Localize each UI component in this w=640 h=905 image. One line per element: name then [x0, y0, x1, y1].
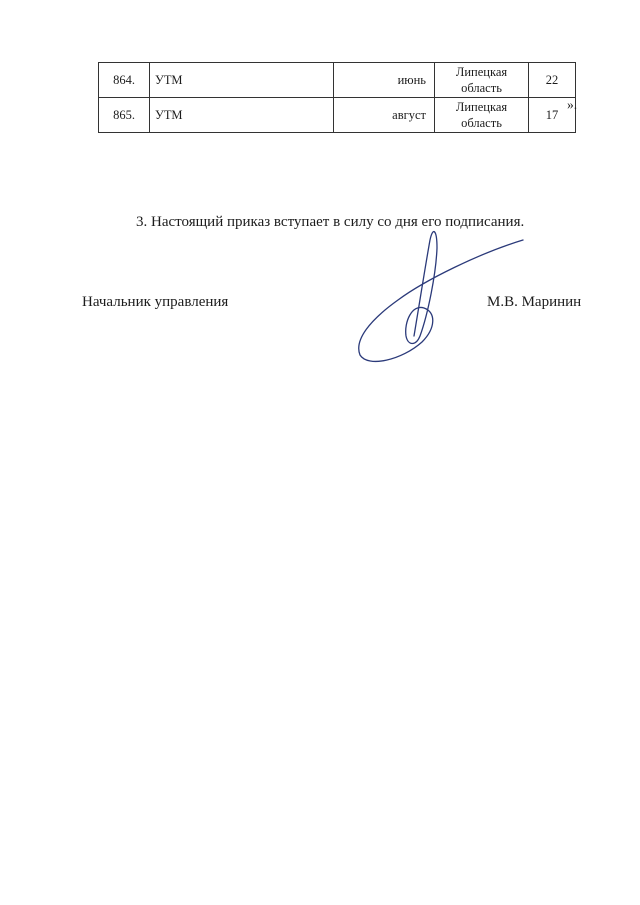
- row-month: июнь: [334, 63, 435, 98]
- signer-name: М.В. Маринин: [487, 294, 582, 310]
- orders-table: [98, 62, 576, 133]
- row-region: [435, 63, 529, 98]
- closing-quote-mark: ».: [567, 97, 578, 112]
- region-line-1: Липецкая: [455, 65, 508, 79]
- row-month: август: [334, 98, 435, 133]
- table-row: [99, 98, 576, 133]
- row-name: УТМ: [150, 98, 334, 133]
- position-title: Начальник управления: [82, 294, 229, 310]
- row-number: 864.: [99, 63, 150, 98]
- region-line-2: область: [461, 116, 502, 130]
- row-region: [435, 98, 529, 133]
- row-name: УТМ: [150, 63, 334, 98]
- handwritten-signature: [340, 218, 530, 368]
- row-count: 22: [529, 63, 576, 98]
- region-line-2: область: [461, 81, 502, 95]
- table-row: [99, 63, 576, 98]
- row-count: 17: [529, 98, 576, 133]
- region-line-1: Липецкая: [455, 100, 508, 114]
- paragraph-3: 3. Настоящий приказ вступает в силу со дня его подписания.: [136, 214, 525, 230]
- row-number: 865.: [99, 98, 150, 133]
